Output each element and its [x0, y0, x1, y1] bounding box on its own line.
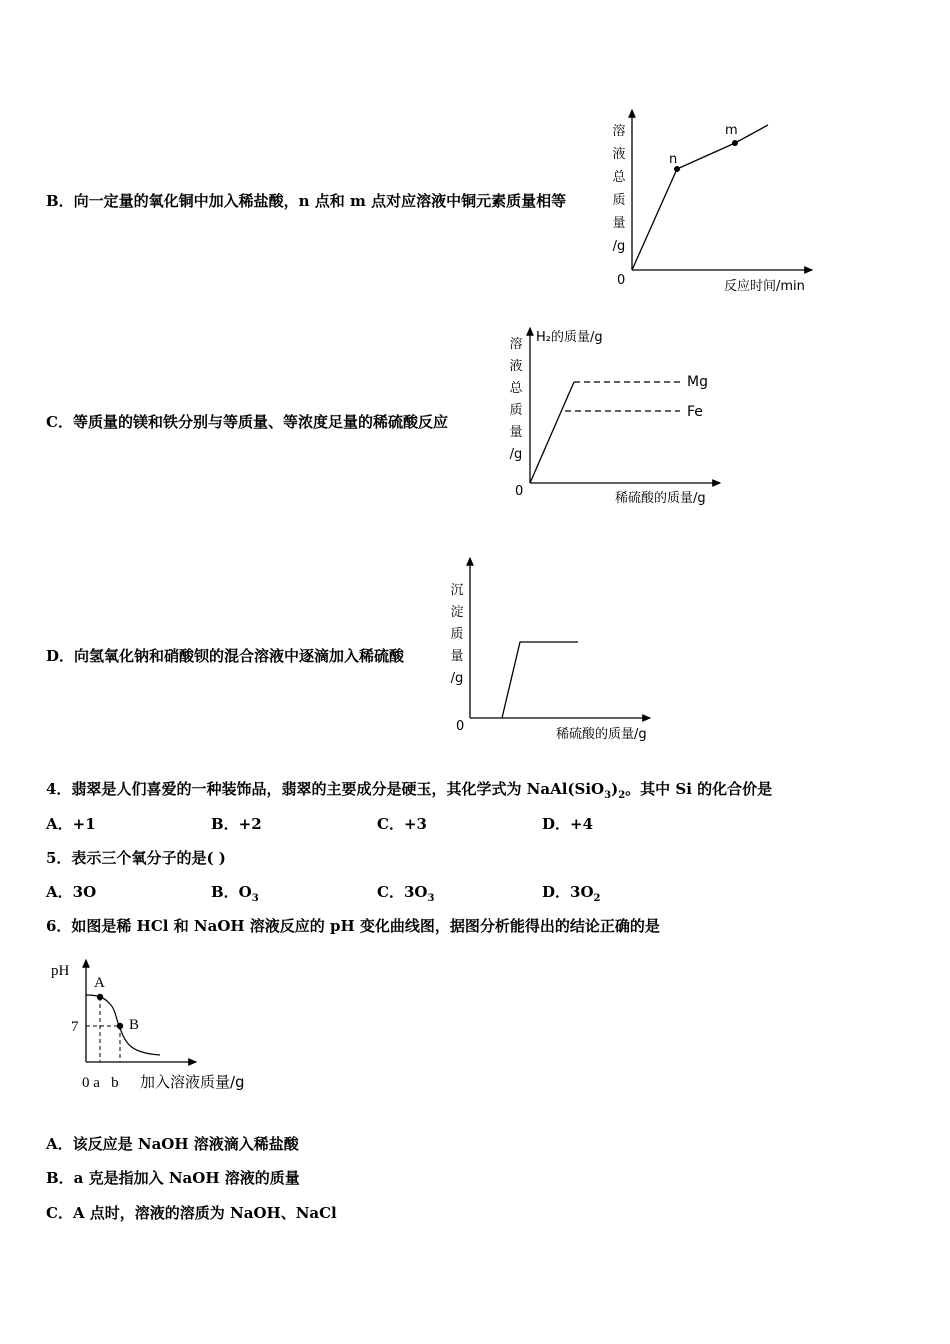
x-axis-label: 反应时间/min	[724, 279, 805, 294]
point-m-dot	[732, 140, 738, 146]
origin-label: 0	[515, 484, 524, 499]
q4-stem-sub2: 2	[618, 790, 626, 801]
ylabel-char: 质	[509, 403, 523, 418]
ylabel-char: 液	[612, 147, 626, 162]
point-m-label: m	[725, 123, 738, 138]
ylabel-char: 总	[509, 381, 523, 396]
q3-d-graph	[450, 550, 670, 750]
ylabel-char: 量	[450, 649, 464, 664]
x-tick-labels: 0 a b	[82, 1075, 119, 1091]
q5-option-b-sub: 3	[251, 893, 259, 904]
origin-label: 0	[617, 273, 626, 288]
ylabel-char: 总	[612, 170, 626, 185]
ylabel-char: 量	[509, 425, 523, 440]
y-axis-label: pH	[51, 963, 70, 979]
q6-option-b: B．a 克是指加入 NaOH 溶液的质量	[46, 1169, 300, 1187]
q6-option-a: A．该反应是 NaOH 溶液滴入稀盐酸	[46, 1135, 299, 1153]
curve	[632, 125, 768, 270]
curve	[502, 642, 578, 718]
q4-option-d: D．+4	[542, 815, 594, 833]
ylabel-char: /g	[450, 671, 464, 686]
x-axis-label: 加入溶液质量/g	[140, 1073, 245, 1091]
y-tick-7: 7	[71, 1019, 79, 1035]
q4-option-b: B．+2	[211, 815, 262, 833]
q5-option-d	[542, 881, 600, 904]
q5-option-c-sub: 3	[427, 893, 435, 904]
ylabel-char: 沉	[450, 583, 464, 598]
q4-stem-post: 。其中 Si 的化合价是	[625, 780, 773, 798]
point-b-label: B	[129, 1017, 140, 1033]
q5-stem: 5．表示三个氧分子的是( )	[46, 849, 226, 867]
q4-option-a: A．+1	[46, 815, 96, 833]
mg-rise	[530, 382, 574, 483]
ylabel-char: 溶	[509, 337, 523, 352]
q5-option-d-sub: 2	[593, 893, 601, 904]
q5-option-a: A．3O	[46, 883, 97, 901]
q6-stem: 6．如图是稀 HCl 和 NaOH 溶液反应的 pH 变化曲线图，据图分析能得出的结论正确的是	[46, 917, 660, 935]
point-n-label: n	[669, 152, 678, 167]
series-fe-label: Fe	[687, 404, 703, 420]
ylabel-char: 淀	[450, 605, 464, 620]
q5-option-b	[211, 881, 259, 904]
point-b-dot	[117, 1023, 123, 1029]
q5-option-b-text: B．O	[211, 883, 252, 901]
ylabel-char: /g	[509, 447, 523, 462]
q5-option-d-text: D．3O	[542, 883, 594, 901]
origin-label: 0	[456, 719, 465, 734]
q3-option-c-text: C．等质量的镁和铁分别与等质量、等浓度足量的稀硫酸反应	[46, 413, 448, 431]
top-y-label: H₂的质量/g	[536, 330, 603, 345]
q3-c-graph	[510, 320, 740, 515]
ylabel-char: 质	[612, 193, 626, 208]
q5-option-c-text: C．3O	[377, 883, 428, 901]
q6-option-c: C．A 点时，溶液的溶质为 NaOH、NaCl	[46, 1204, 337, 1222]
q4-stem-pre: 4．翡翠是人们喜爱的一种装饰品，翡翠的主要成分是硬玉，其化学式为 NaAl(SiO	[46, 780, 605, 798]
x-axis-label: 稀硫酸的质量/g	[615, 491, 706, 506]
point-a-label: A	[94, 975, 105, 991]
q4-stem	[46, 778, 772, 801]
ylabel-char: 质	[450, 627, 464, 642]
q3-b-graph	[610, 100, 830, 300]
q4-option-c: C．+3	[377, 815, 427, 833]
q4-stem-sub: 3	[604, 790, 612, 801]
ylabel-char: 量	[612, 216, 626, 231]
ylabel-char: 液	[509, 359, 523, 374]
ylabel-char: /g	[612, 239, 626, 254]
series-mg-label: Mg	[687, 374, 708, 390]
q3-option-d-text: D．向氢氧化钠和硝酸钡的混合溶液中逐滴加入稀硫酸	[46, 647, 405, 665]
x-axis-label: 稀硫酸的质量/g	[556, 727, 647, 742]
q4-stem-mid: )	[611, 780, 619, 798]
q6-ph-graph	[46, 950, 266, 1095]
q3-option-b-text: B．向一定量的氧化铜中加入稀盐酸，n 点和 m 点对应溶液中铜元素质量相等	[46, 192, 567, 210]
q5-option-c	[377, 881, 434, 904]
point-a-dot	[97, 994, 103, 1000]
ylabel-char: 溶	[612, 124, 626, 139]
